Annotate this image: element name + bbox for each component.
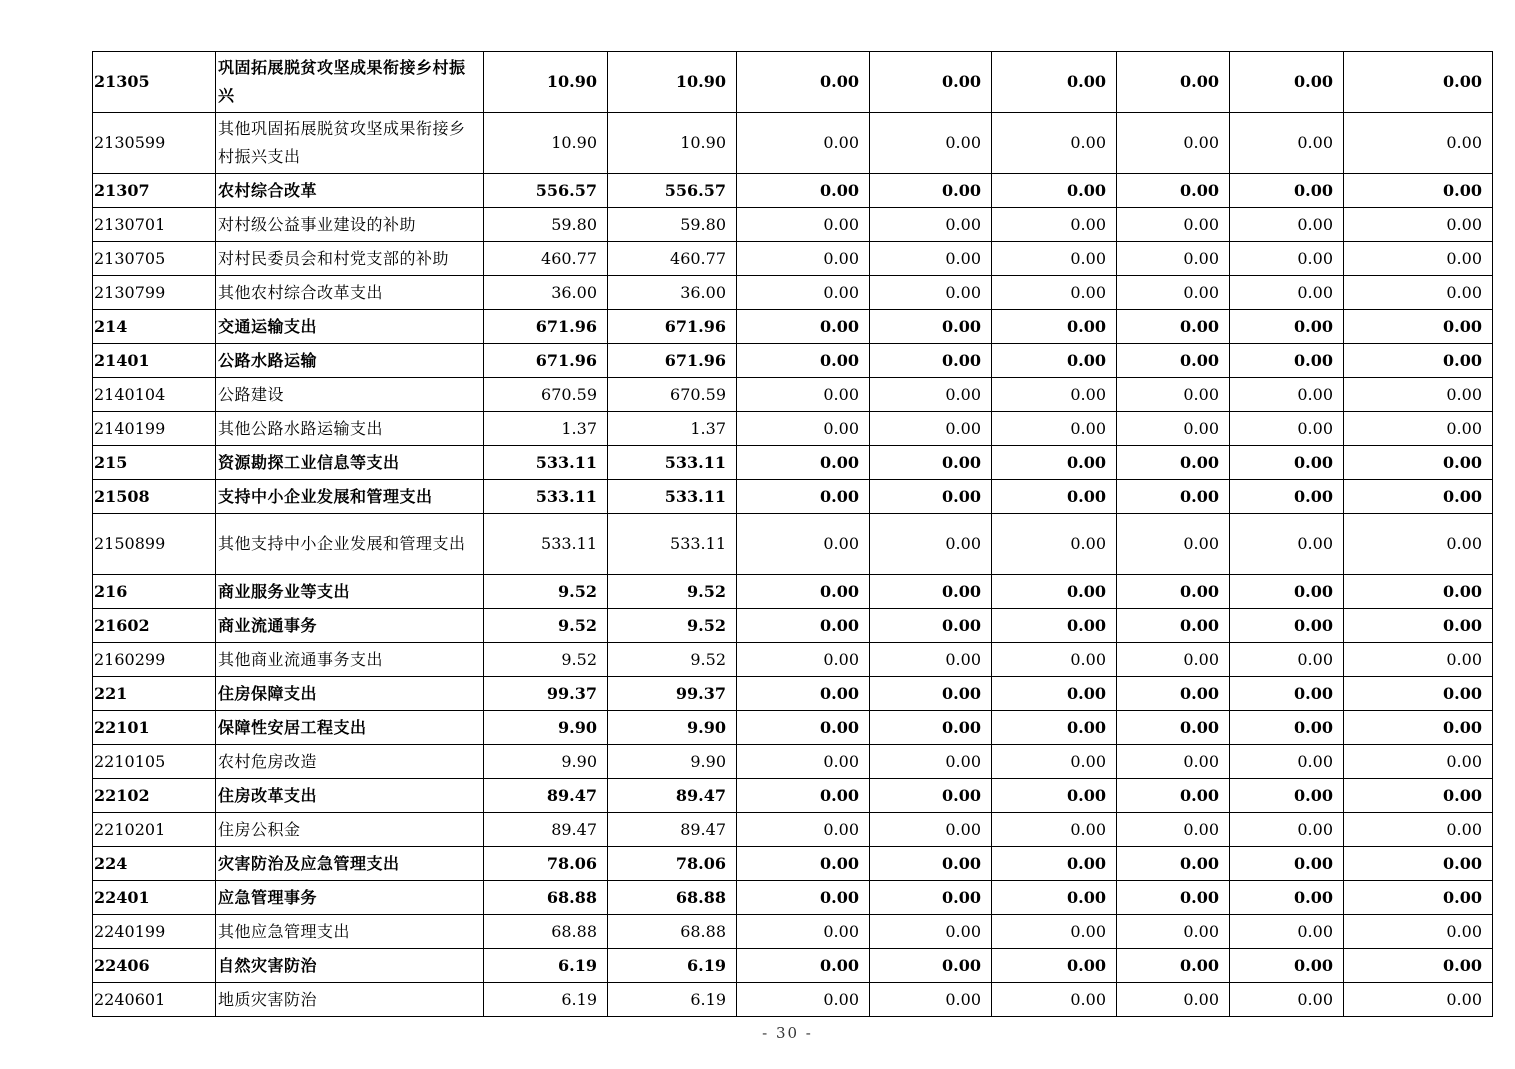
amount-cell: 0.00 [992,174,1117,208]
amount-cell: 0.00 [737,514,870,575]
subject-code-cell: 216 [93,575,216,609]
amount-cell: 0.00 [1117,310,1230,344]
amount-cell: 0.00 [737,711,870,745]
amount-cell: 0.00 [1117,745,1230,779]
amount-cell: 0.00 [992,915,1117,949]
subject-name-cell: 农村综合改革 [216,174,484,208]
amount-cell: 0.00 [1117,575,1230,609]
table-row [93,52,1493,113]
amount-cell: 0.00 [737,174,870,208]
amount-cell: 99.37 [484,677,608,711]
amount-cell: 0.00 [1344,915,1493,949]
amount-cell: 0.00 [737,242,870,276]
amount-cell: 0.00 [1344,711,1493,745]
amount-cell: 0.00 [737,378,870,412]
table-row [93,609,1493,643]
amount-cell: 0.00 [737,310,870,344]
amount-cell: 6.19 [484,949,608,983]
amount-cell: 9.52 [608,609,737,643]
amount-cell: 0.00 [1344,276,1493,310]
amount-cell: 0.00 [1230,52,1344,113]
amount-cell: 0.00 [1117,113,1230,174]
amount-cell: 0.00 [737,446,870,480]
amount-cell: 0.00 [870,276,992,310]
table-row [93,412,1493,446]
amount-cell: 89.47 [484,813,608,847]
amount-cell: 0.00 [992,677,1117,711]
amount-cell: 9.52 [484,609,608,643]
amount-cell: 671.96 [608,344,737,378]
amount-cell: 1.37 [484,412,608,446]
amount-cell: 0.00 [1117,983,1230,1017]
amount-cell: 0.00 [1117,847,1230,881]
amount-cell: 0.00 [870,711,992,745]
amount-cell: 0.00 [1117,242,1230,276]
subject-name-cell: 灾害防治及应急管理支出 [216,847,484,881]
amount-cell: 10.90 [608,113,737,174]
table-row [93,446,1493,480]
amount-cell: 0.00 [1344,52,1493,113]
amount-cell: 0.00 [870,242,992,276]
amount-cell: 9.90 [484,711,608,745]
table-row [93,881,1493,915]
table-row [93,208,1493,242]
amount-cell: 0.00 [992,378,1117,412]
subject-code-cell: 2140199 [93,412,216,446]
subject-name-cell: 住房保障支出 [216,677,484,711]
amount-cell: 0.00 [992,949,1117,983]
amount-cell: 0.00 [737,813,870,847]
amount-cell: 0.00 [1230,514,1344,575]
table-row [93,242,1493,276]
subject-name-cell: 自然灾害防治 [216,949,484,983]
amount-cell: 0.00 [870,779,992,813]
amount-cell: 0.00 [992,643,1117,677]
subject-code-cell: 224 [93,847,216,881]
subject-name-cell: 商业服务业等支出 [216,575,484,609]
subject-code-cell: 21508 [93,480,216,514]
amount-cell: 0.00 [1344,983,1493,1017]
amount-cell: 0.00 [992,344,1117,378]
amount-cell: 0.00 [1117,643,1230,677]
amount-cell: 0.00 [870,575,992,609]
amount-cell: 0.00 [1230,344,1344,378]
subject-name-cell: 公路建设 [216,378,484,412]
amount-cell: 0.00 [1117,813,1230,847]
amount-cell: 6.19 [608,983,737,1017]
amount-cell: 0.00 [1230,983,1344,1017]
amount-cell: 9.52 [484,575,608,609]
amount-cell: 0.00 [1344,208,1493,242]
amount-cell: 1.37 [608,412,737,446]
subject-name-cell: 其他支持中小企业发展和管理支出 [216,514,484,575]
subject-name-cell: 对村民委员会和村党支部的补助 [216,242,484,276]
subject-name-cell: 对村级公益事业建设的补助 [216,208,484,242]
subject-name-cell: 交通运输支出 [216,310,484,344]
amount-cell: 0.00 [737,847,870,881]
table-row [93,480,1493,514]
amount-cell: 0.00 [992,847,1117,881]
amount-cell: 59.80 [608,208,737,242]
amount-cell: 0.00 [1344,575,1493,609]
subject-name-cell: 商业流通事务 [216,609,484,643]
amount-cell: 0.00 [1344,310,1493,344]
amount-cell: 0.00 [1344,779,1493,813]
amount-cell: 0.00 [1344,745,1493,779]
table-row [93,514,1493,575]
amount-cell: 670.59 [608,378,737,412]
amount-cell: 0.00 [1344,643,1493,677]
amount-cell: 0.00 [1117,881,1230,915]
amount-cell: 68.88 [608,915,737,949]
amount-cell: 0.00 [1117,677,1230,711]
amount-cell: 0.00 [1230,310,1344,344]
table-row [93,378,1493,412]
amount-cell: 533.11 [484,446,608,480]
subject-name-cell: 公路水路运输 [216,344,484,378]
amount-cell: 0.00 [1344,113,1493,174]
table-row [93,677,1493,711]
amount-cell: 0.00 [992,276,1117,310]
amount-cell: 0.00 [992,575,1117,609]
amount-cell: 0.00 [992,242,1117,276]
subject-name-cell: 农村危房改造 [216,745,484,779]
amount-cell: 9.52 [608,575,737,609]
amount-cell: 99.37 [608,677,737,711]
subject-code-cell: 22406 [93,949,216,983]
amount-cell: 0.00 [1230,446,1344,480]
amount-cell: 0.00 [1117,208,1230,242]
amount-cell: 0.00 [870,310,992,344]
amount-cell: 0.00 [1344,813,1493,847]
table-row [93,113,1493,174]
amount-cell: 0.00 [737,745,870,779]
amount-cell: 0.00 [1117,514,1230,575]
subject-code-cell: 21307 [93,174,216,208]
amount-cell: 0.00 [1230,643,1344,677]
amount-cell: 0.00 [992,813,1117,847]
table-row [93,174,1493,208]
budget-table [92,51,1493,1017]
amount-cell: 0.00 [1344,378,1493,412]
amount-cell: 6.19 [484,983,608,1017]
subject-name-cell: 资源勘探工业信息等支出 [216,446,484,480]
amount-cell: 0.00 [1230,276,1344,310]
amount-cell: 0.00 [870,514,992,575]
subject-code-cell: 21305 [93,52,216,113]
table-row [93,643,1493,677]
amount-cell: 78.06 [484,847,608,881]
amount-cell: 670.59 [484,378,608,412]
subject-code-cell: 2130701 [93,208,216,242]
amount-cell: 0.00 [870,609,992,643]
amount-cell: 0.00 [870,378,992,412]
amount-cell: 0.00 [870,113,992,174]
amount-cell: 0.00 [737,677,870,711]
amount-cell: 0.00 [1344,949,1493,983]
amount-cell: 0.00 [1230,242,1344,276]
table-row [93,711,1493,745]
amount-cell: 0.00 [1344,514,1493,575]
amount-cell: 89.47 [608,779,737,813]
amount-cell: 0.00 [870,208,992,242]
amount-cell: 0.00 [737,480,870,514]
amount-cell: 0.00 [1230,609,1344,643]
amount-cell: 0.00 [992,881,1117,915]
amount-cell: 0.00 [992,480,1117,514]
amount-cell: 460.77 [608,242,737,276]
amount-cell: 36.00 [608,276,737,310]
amount-cell: 0.00 [992,310,1117,344]
table-row [93,575,1493,609]
amount-cell: 556.57 [608,174,737,208]
amount-cell: 0.00 [1230,779,1344,813]
amount-cell: 68.88 [484,881,608,915]
amount-cell: 0.00 [737,609,870,643]
amount-cell: 68.88 [484,915,608,949]
amount-cell: 10.90 [484,52,608,113]
amount-cell: 0.00 [992,779,1117,813]
amount-cell: 0.00 [1117,378,1230,412]
amount-cell: 9.90 [608,711,737,745]
amount-cell: 533.11 [484,480,608,514]
amount-cell: 0.00 [1117,949,1230,983]
subject-code-cell: 215 [93,446,216,480]
table-row [93,344,1493,378]
amount-cell: 0.00 [1230,174,1344,208]
amount-cell: 460.77 [484,242,608,276]
amount-cell: 0.00 [1230,949,1344,983]
table-row [93,745,1493,779]
amount-cell: 0.00 [1344,677,1493,711]
table-row [93,915,1493,949]
amount-cell: 0.00 [1230,208,1344,242]
amount-cell: 0.00 [1344,480,1493,514]
subject-code-cell: 2150899 [93,514,216,575]
subject-code-cell: 2160299 [93,643,216,677]
subject-code-cell: 221 [93,677,216,711]
table-row [93,949,1493,983]
amount-cell: 0.00 [1117,609,1230,643]
amount-cell: 0.00 [1230,575,1344,609]
amount-cell: 0.00 [992,208,1117,242]
subject-code-cell: 22401 [93,881,216,915]
amount-cell: 0.00 [1344,174,1493,208]
subject-code-cell: 21401 [93,344,216,378]
amount-cell: 0.00 [737,575,870,609]
amount-cell: 0.00 [1344,847,1493,881]
amount-cell: 0.00 [870,813,992,847]
subject-code-cell: 2130799 [93,276,216,310]
amount-cell: 0.00 [870,847,992,881]
amount-cell: 0.00 [1230,745,1344,779]
table-row [93,276,1493,310]
table-row [93,779,1493,813]
amount-cell: 78.06 [608,847,737,881]
subject-code-cell: 2140104 [93,378,216,412]
amount-cell: 533.11 [608,480,737,514]
subject-code-cell: 2130705 [93,242,216,276]
amount-cell: 0.00 [1117,412,1230,446]
amount-cell: 0.00 [1230,113,1344,174]
amount-cell: 0.00 [1230,813,1344,847]
amount-cell: 0.00 [870,983,992,1017]
amount-cell: 0.00 [992,983,1117,1017]
amount-cell: 0.00 [737,779,870,813]
subject-name-cell: 住房改革支出 [216,779,484,813]
amount-cell: 0.00 [870,344,992,378]
subject-code-cell: 22102 [93,779,216,813]
subject-code-cell: 2240601 [93,983,216,1017]
amount-cell: 6.19 [608,949,737,983]
amount-cell: 0.00 [870,745,992,779]
amount-cell: 0.00 [870,881,992,915]
amount-cell: 9.90 [608,745,737,779]
amount-cell: 0.00 [870,174,992,208]
amount-cell: 533.11 [608,446,737,480]
amount-cell: 0.00 [1230,480,1344,514]
subject-name-cell: 其他商业流通事务支出 [216,643,484,677]
amount-cell: 0.00 [737,113,870,174]
amount-cell: 0.00 [1117,344,1230,378]
amount-cell: 0.00 [737,643,870,677]
amount-cell: 0.00 [992,609,1117,643]
amount-cell: 0.00 [870,915,992,949]
amount-cell: 0.00 [1117,480,1230,514]
amount-cell: 0.00 [1117,446,1230,480]
amount-cell: 0.00 [1230,915,1344,949]
subject-name-cell: 地质灾害防治 [216,983,484,1017]
amount-cell: 0.00 [1230,412,1344,446]
amount-cell: 671.96 [608,310,737,344]
subject-name-cell: 其他应急管理支出 [216,915,484,949]
table-row [93,847,1493,881]
amount-cell: 0.00 [1344,881,1493,915]
amount-cell: 0.00 [992,52,1117,113]
subject-name-cell: 其他公路水路运输支出 [216,412,484,446]
subject-name-cell: 其他巩固拓展脱贫攻坚成果衔接乡村振兴支出 [216,113,484,174]
amount-cell: 0.00 [737,949,870,983]
amount-cell: 0.00 [1230,711,1344,745]
amount-cell: 0.00 [870,643,992,677]
subject-code-cell: 2240199 [93,915,216,949]
page-number: - 30 - [762,1024,813,1042]
amount-cell: 0.00 [737,881,870,915]
amount-cell: 0.00 [992,412,1117,446]
subject-name-cell: 应急管理事务 [216,881,484,915]
amount-cell: 0.00 [1344,609,1493,643]
amount-cell: 0.00 [737,915,870,949]
amount-cell: 0.00 [737,52,870,113]
subject-name-cell: 支持中小企业发展和管理支出 [216,480,484,514]
amount-cell: 0.00 [1230,378,1344,412]
amount-cell: 0.00 [1344,242,1493,276]
table-row [93,813,1493,847]
subject-code-cell: 22101 [93,711,216,745]
amount-cell: 0.00 [1230,677,1344,711]
amount-cell: 0.00 [992,113,1117,174]
amount-cell: 9.52 [484,643,608,677]
table-row [93,310,1493,344]
subject-code-cell: 214 [93,310,216,344]
amount-cell: 0.00 [737,412,870,446]
amount-cell: 36.00 [484,276,608,310]
amount-cell: 0.00 [1230,847,1344,881]
amount-cell: 0.00 [870,949,992,983]
amount-cell: 0.00 [870,480,992,514]
amount-cell: 533.11 [608,514,737,575]
subject-code-cell: 21602 [93,609,216,643]
amount-cell: 0.00 [737,208,870,242]
amount-cell: 10.90 [608,52,737,113]
amount-cell: 10.90 [484,113,608,174]
amount-cell: 0.00 [1117,915,1230,949]
amount-cell: 0.00 [737,344,870,378]
subject-code-cell: 2210201 [93,813,216,847]
amount-cell: 89.47 [484,779,608,813]
amount-cell: 0.00 [992,446,1117,480]
amount-cell: 0.00 [1230,881,1344,915]
amount-cell: 0.00 [1117,174,1230,208]
amount-cell: 0.00 [1344,344,1493,378]
amount-cell: 0.00 [1117,276,1230,310]
amount-cell: 0.00 [1344,412,1493,446]
amount-cell: 0.00 [992,711,1117,745]
amount-cell: 0.00 [1117,779,1230,813]
subject-name-cell: 住房公积金 [216,813,484,847]
amount-cell: 556.57 [484,174,608,208]
subject-code-cell: 2210105 [93,745,216,779]
amount-cell: 0.00 [870,677,992,711]
amount-cell: 0.00 [1117,52,1230,113]
amount-cell: 0.00 [1117,711,1230,745]
amount-cell: 0.00 [992,514,1117,575]
subject-code-cell: 2130599 [93,113,216,174]
subject-name-cell: 其他农村综合改革支出 [216,276,484,310]
amount-cell: 0.00 [870,446,992,480]
amount-cell: 0.00 [870,412,992,446]
amount-cell: 9.90 [484,745,608,779]
amount-cell: 9.52 [608,643,737,677]
amount-cell: 0.00 [1344,446,1493,480]
amount-cell: 89.47 [608,813,737,847]
amount-cell: 671.96 [484,310,608,344]
amount-cell: 59.80 [484,208,608,242]
amount-cell: 0.00 [737,276,870,310]
amount-cell: 68.88 [608,881,737,915]
amount-cell: 671.96 [484,344,608,378]
table-row [93,983,1493,1017]
amount-cell: 0.00 [870,52,992,113]
amount-cell: 0.00 [737,983,870,1017]
subject-name-cell: 巩固拓展脱贫攻坚成果衔接乡村振兴 [216,52,484,113]
subject-name-cell: 保障性安居工程支出 [216,711,484,745]
amount-cell: 0.00 [992,745,1117,779]
amount-cell: 533.11 [484,514,608,575]
